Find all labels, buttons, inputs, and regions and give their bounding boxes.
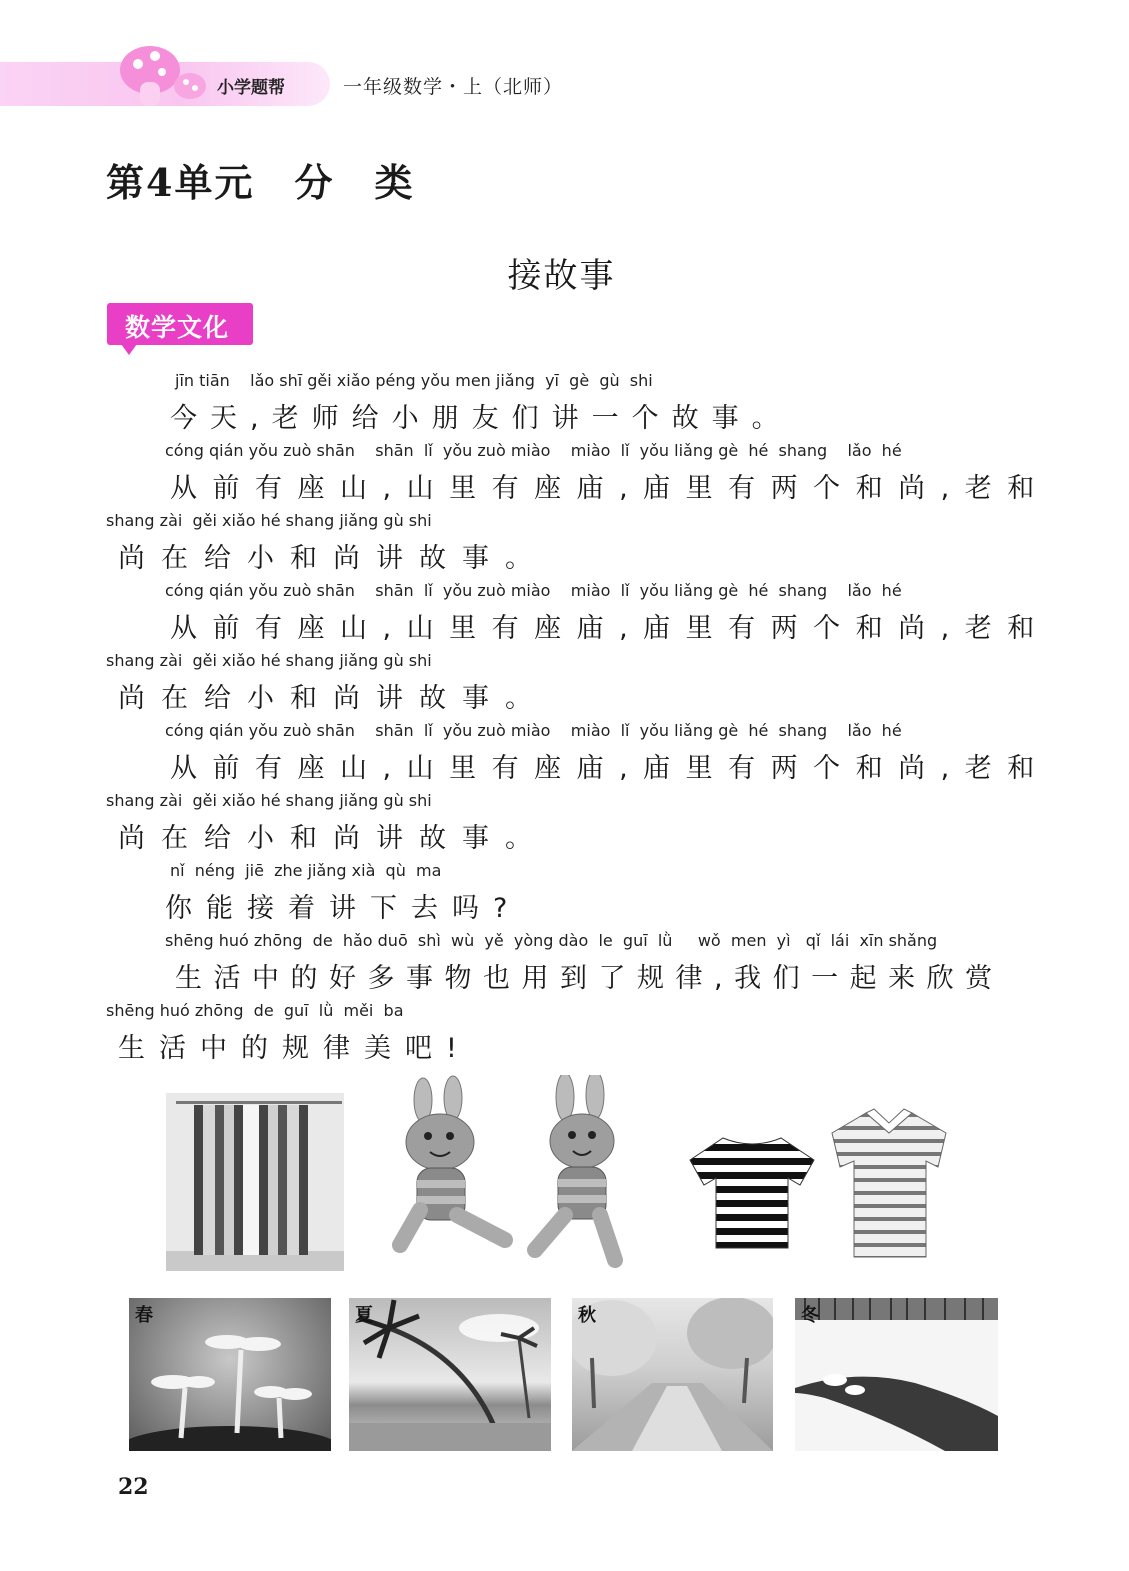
pinyin-line: cóng qián yǒu zuò shān shān lǐ yǒu zuò miào miào lǐ yǒu liǎng gè hé shang lǎo hé — [165, 441, 902, 460]
pinyin-line: shang zài gěi xiǎo hé shang jiǎng gù shi — [106, 511, 432, 530]
autumn-photo — [572, 1298, 773, 1451]
text-line: 生活中的规律美吧! — [118, 1033, 471, 1064]
lesson-title: 接故事 — [507, 256, 616, 296]
pinyin-line: cóng qián yǒu zuò shān shān lǐ yǒu zuò miào miào lǐ yǒu liǎng gè hé shang lǎo hé — [165, 581, 902, 600]
spring-photo — [129, 1298, 331, 1451]
page-number: 22 — [118, 1474, 149, 1500]
text-line: 从前有座山,山里有座庙,庙里有两个和尚,老和 — [170, 753, 1050, 784]
pinyin-line: cóng qián yǒu zuò shān shān lǐ yǒu zuò miào miào lǐ yǒu liǎng gè hé shang lǎo hé — [165, 721, 902, 740]
text-line: 生活中的好多事物也用到了规律,我们一起来欣赏 — [175, 963, 1004, 994]
pinyin-line: jīn tiān lǎo shī gěi xiǎo péng yǒu men jiǎng yī gè gù shi — [175, 371, 653, 390]
text-line: 你能接着讲下去吗? — [165, 893, 522, 924]
text-line: 尚在给小和尚讲故事。 — [118, 543, 548, 574]
winter-photo — [795, 1298, 998, 1451]
pinyin-line: shēng huó zhōng de hǎo duō shì wù yě yòng dào le guī lǜ wǒ men yì qǐ lái xīn shǎng — [165, 931, 938, 950]
pinyin-line: nǐ néng jiē zhe jiǎng xià qù ma — [170, 861, 442, 880]
season-label-autumn: 秋 — [578, 1305, 596, 1326]
text-line: 从前有座山,山里有座庙,庙里有两个和尚,老和 — [170, 613, 1050, 644]
curtain-photo — [166, 1093, 344, 1271]
season-label-winter: 冬 — [801, 1305, 819, 1326]
series-name: 小学题帮 — [217, 78, 285, 98]
season-label-summer: 夏 — [355, 1305, 373, 1326]
bunny-toys-photo — [385, 1075, 645, 1270]
mushroom-icon — [118, 40, 208, 110]
section-tag-label: 数学文化 — [125, 313, 230, 342]
pinyin-line: shang zài gěi xiǎo hé shang jiǎng gù shi — [106, 791, 432, 810]
striped-tshirt-photo — [688, 1130, 816, 1250]
pinyin-line: shang zài gěi xiǎo hé shang jiǎng gù shi — [106, 651, 432, 670]
text-line: 尚在给小和尚讲故事。 — [118, 683, 548, 714]
text-line: 从前有座山,山里有座庙,庙里有两个和尚,老和 — [170, 473, 1050, 504]
pinyin-line: shēng huó zhōng de guī lǜ měi ba — [106, 1001, 404, 1020]
summer-photo — [349, 1298, 551, 1451]
season-label-spring: 春 — [135, 1305, 153, 1326]
text-line: 尚在给小和尚讲故事。 — [118, 823, 548, 854]
book-title: 一年级数学・上（北师） — [343, 76, 564, 98]
polo-shirt-photo — [828, 1105, 950, 1260]
text-line: 今天,老师给小朋友们讲一个故事。 — [170, 403, 792, 434]
section-tag — [107, 303, 253, 345]
unit-title: 第4单元 分 类 — [106, 160, 415, 205]
